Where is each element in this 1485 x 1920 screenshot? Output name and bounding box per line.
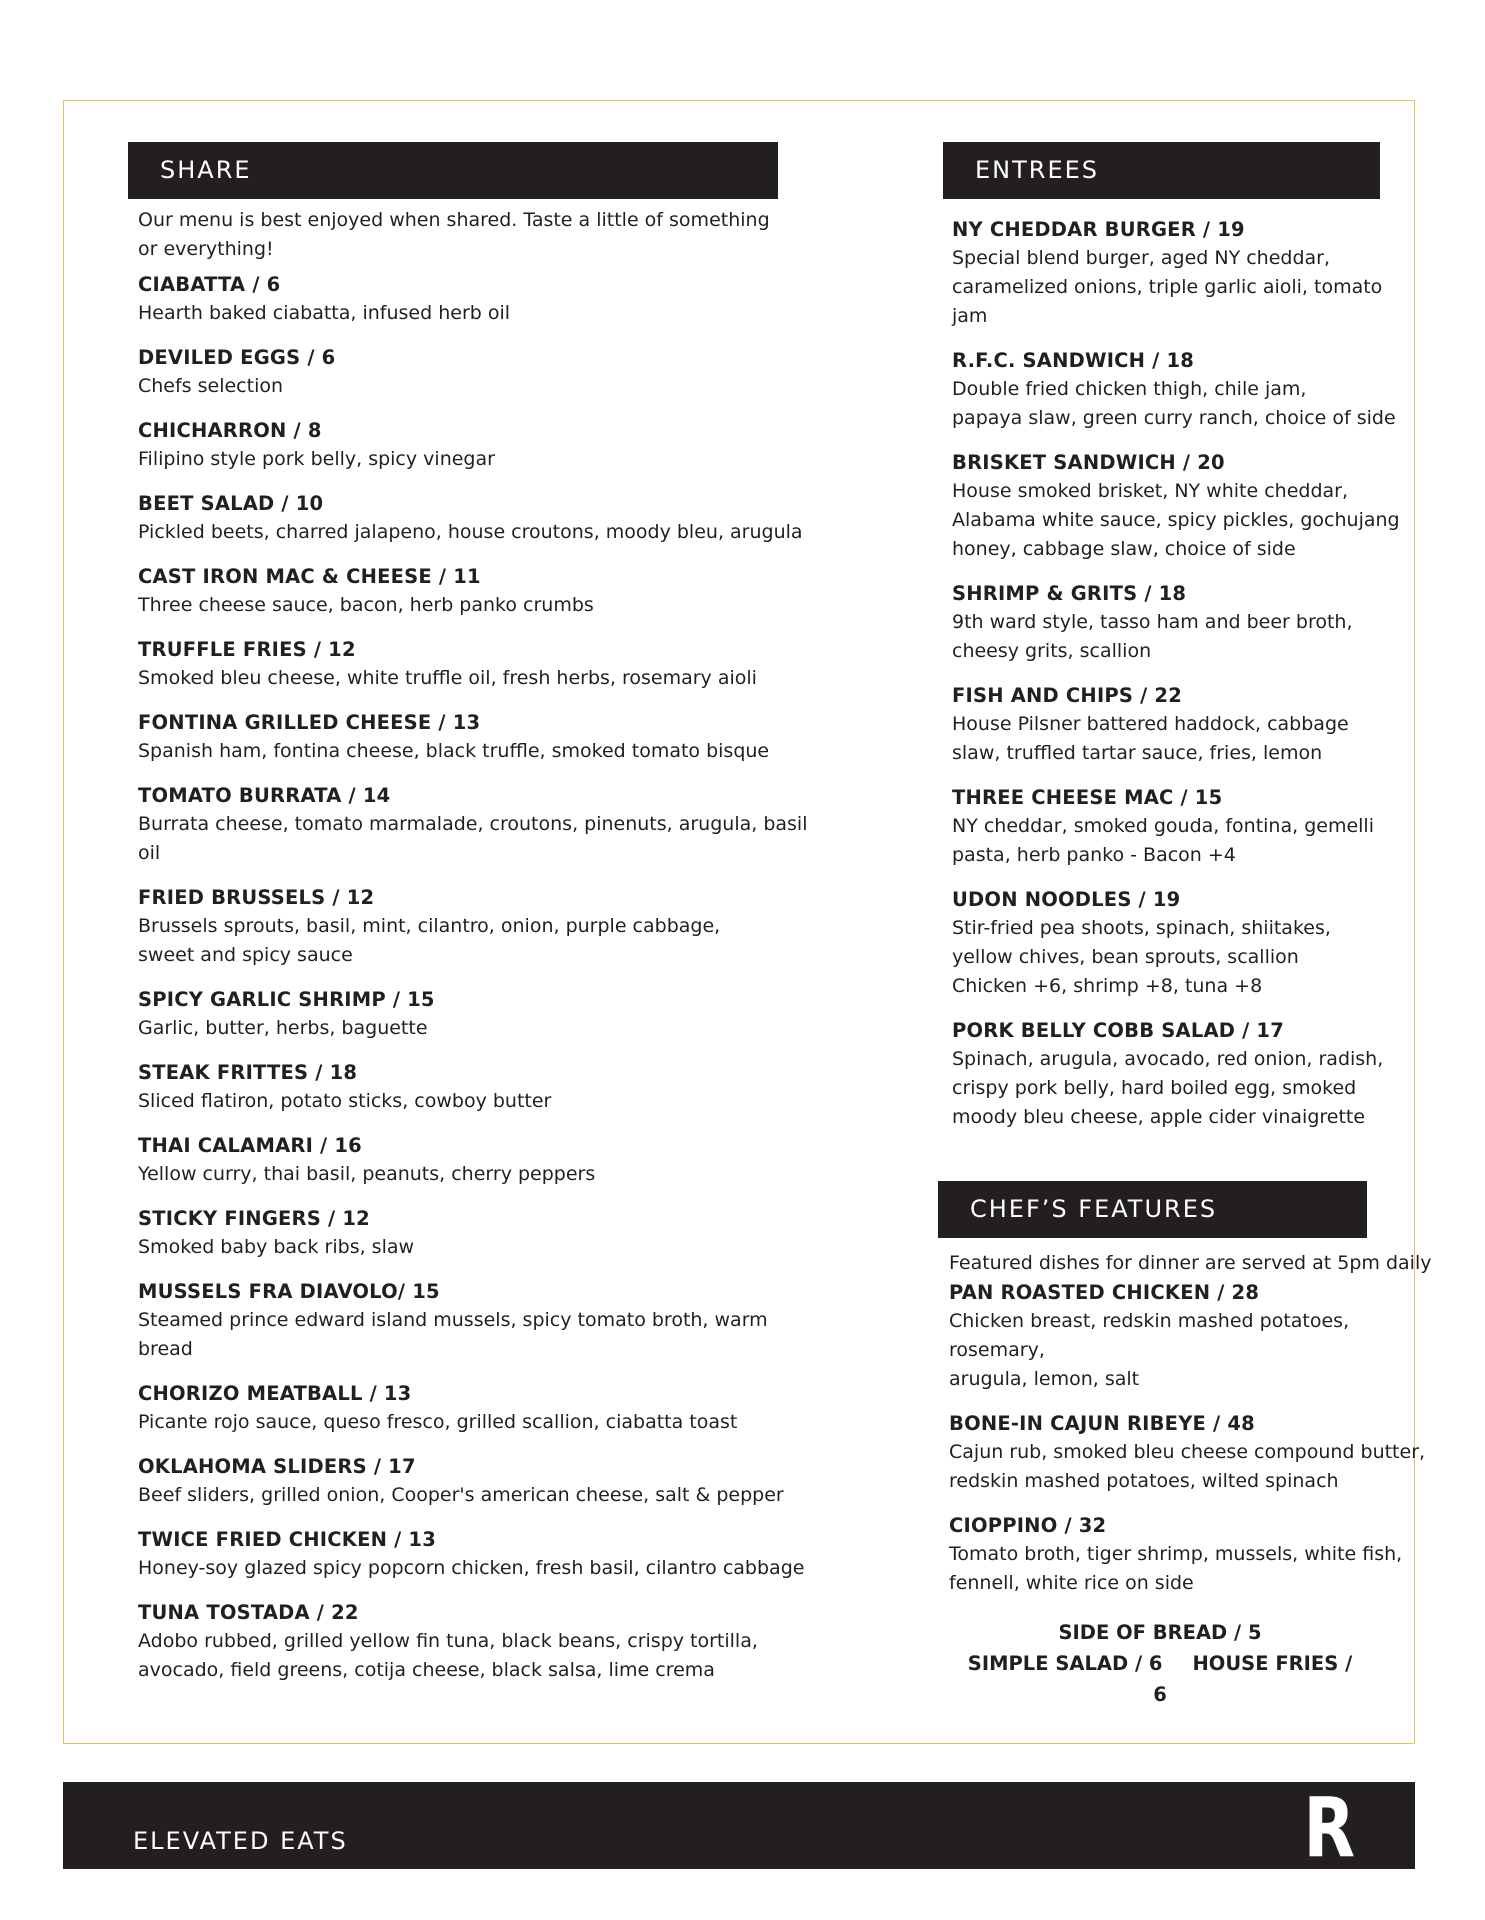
menu-item-name: CIABATTA / 6	[138, 273, 281, 296]
menu-item-name: FRIED BRUSSELS / 12	[138, 886, 375, 909]
footer-tagline: ELEVATED EATS	[133, 1827, 348, 1855]
side-bread: SIDE OF BREAD / 5	[1058, 1621, 1262, 1644]
features-column	[949, 1249, 1432, 1613]
menu-item-description: Spinach, arugula, avocado, red onion, radish, crispy pork belly, hard boiled egg, smoked moody bleu cheese, apple cider vinaigrette	[952, 1048, 1384, 1128]
side-row	[960, 1648, 1360, 1710]
menu-item	[138, 708, 818, 766]
menu-item-description: 9th ward style, tasso ham and beer broth, cheesy grits, scallion	[952, 611, 1353, 662]
menu-item-description: Smoked baby back ribs, slaw	[138, 1236, 415, 1258]
menu-item	[138, 1131, 818, 1189]
menu-item-name: TOMATO BURRATA / 14	[138, 784, 391, 807]
menu-item	[138, 489, 818, 547]
menu-item	[138, 781, 818, 868]
menu-item-name: PAN ROASTED CHICKEN / 28	[949, 1281, 1260, 1304]
menu-item-name: BONE-IN CAJUN RIBEYE / 48	[949, 1412, 1255, 1435]
menu-item-description: Adobo rubbed, grilled yellow fin tuna, black beans, crispy tortilla, avocado, field greens, cotija cheese, black salsa, lime crema	[138, 1630, 758, 1681]
menu-item-description: House smoked brisket, NY white cheddar, Alabama white sauce, spicy pickles, gochujang honey, cabbage slaw, choice of side	[952, 480, 1400, 560]
menu-item-description: Brussels sprouts, basil, mint, cilantro, onion, purple cabbage, sweet and spicy sauce	[138, 915, 721, 966]
menu-item	[952, 215, 1422, 331]
menu-item-name: BRISKET SANDWICH / 20	[952, 451, 1225, 474]
menu-item-description: Steamed prince edward island mussels, spicy tomato broth, warm bread	[138, 1309, 768, 1360]
menu-item	[138, 985, 818, 1043]
menu-item-name: CHORIZO MEATBALL / 13	[138, 1382, 412, 1405]
menu-item-name: CIOPPINO / 32	[949, 1514, 1107, 1537]
menu-item-description: Yellow curry, thai basil, peanuts, cherry peppers	[138, 1163, 596, 1185]
menu-item-name: SHRIMP & GRITS / 18	[952, 582, 1187, 605]
menu-item-description: House Pilsner battered haddock, cabbage slaw, truffled tartar sauce, fries, lemon	[952, 713, 1349, 764]
menu-item	[952, 681, 1422, 768]
menu-item-description: Picante rojo sauce, queso fresco, grilled scallion, ciabatta toast	[138, 1411, 738, 1433]
menu-item	[138, 1598, 818, 1685]
menu-item-name: MUSSELS FRA DIAVOLO/ 15	[138, 1280, 440, 1303]
menu-item-name: CAST IRON MAC & CHEESE / 11	[138, 565, 481, 588]
menu-item-description: Pickled beets, charred jalapeno, house croutons, moody bleu, arugula	[138, 521, 803, 543]
menu-item-description: Spanish ham, fontina cheese, black truffle, smoked tomato bisque	[138, 740, 770, 762]
menu-item	[952, 448, 1422, 564]
entrees-header: ENTREES	[943, 142, 1380, 199]
menu-item	[138, 270, 818, 328]
menu-item-description: Beef sliders, grilled onion, Cooper's american cheese, salt & pepper	[138, 1484, 784, 1506]
menu-item-description: Three cheese sauce, bacon, herb panko crumbs	[138, 594, 594, 616]
menu-item	[138, 416, 818, 474]
menu-item-description: Hearth baked ciabatta, infused herb oil	[138, 302, 511, 324]
menu-item-name: SPICY GARLIC SHRIMP / 15	[138, 988, 435, 1011]
menu-item	[138, 1204, 818, 1262]
footer-bar	[63, 1781, 1415, 1876]
menu-item-name: THREE CHEESE MAC / 15	[952, 786, 1223, 809]
menu-item-description: Chefs selection	[138, 375, 284, 397]
menu-item	[949, 1511, 1429, 1598]
menu-item	[952, 579, 1422, 666]
menu-item	[949, 1278, 1429, 1394]
menu-item	[952, 346, 1422, 433]
share-column	[138, 206, 818, 1700]
menu-item-name: NY CHEDDAR BURGER / 19	[952, 218, 1245, 241]
menu-item-name: CHICHARRON / 8	[138, 419, 322, 442]
features-intro: Featured dishes for dinner are served at 5pm daily	[949, 1252, 1432, 1274]
menu-item-name: STEAK FRITTES / 18	[138, 1061, 358, 1084]
menu-item	[949, 1409, 1429, 1496]
menu-item-name: STICKY FINGERS / 12	[138, 1207, 370, 1230]
menu-item-name: R.F.C. SANDWICH / 18	[952, 349, 1195, 372]
menu-item-name: DEVILED EGGS / 6	[138, 346, 336, 369]
menu-item	[138, 1058, 818, 1116]
share-items-list	[138, 270, 818, 1685]
menu-item-description: Burrata cheese, tomato marmalade, croutons, pinenuts, arugula, basil oil	[138, 813, 808, 864]
menu-item-name: TWICE FRIED CHICKEN / 13	[138, 1528, 436, 1551]
menu-item-name: TUNA TOSTADA / 22	[138, 1601, 359, 1624]
sides-block	[960, 1617, 1360, 1710]
menu-item-name: UDON NOODLES / 19	[952, 888, 1181, 911]
menu-item-description: Sliced flatiron, potato sticks, cowboy butter	[138, 1090, 552, 1112]
menu-item	[138, 1452, 818, 1510]
side-fries: HOUSE FRIES / 6	[1153, 1652, 1353, 1706]
menu-item-description: Garlic, butter, herbs, baguette	[138, 1017, 428, 1039]
menu-item	[138, 635, 818, 693]
menu-item-description: Cajun rub, smoked bleu cheese compound butter, redskin mashed potatoes, wilted spinach	[949, 1441, 1426, 1492]
share-intro: Our menu is best enjoyed when shared. Taste a little of something or everything!	[138, 209, 770, 260]
menu-item	[138, 1277, 818, 1364]
entrees-items-list	[952, 215, 1422, 1132]
menu-item-description: NY cheddar, smoked gouda, fontina, gemelli pasta, herb panko - Bacon +4	[952, 815, 1374, 866]
menu-item-name: TRUFFLE FRIES / 12	[138, 638, 356, 661]
menu-item-description: Honey-soy glazed spicy popcorn chicken, fresh basil, cilantro cabbage	[138, 1557, 805, 1579]
features-header: CHEF’S FEATURES	[938, 1181, 1367, 1238]
menu-item	[138, 1379, 818, 1437]
menu-item-description: Special blend burger, aged NY cheddar, caramelized onions, triple garlic aioli, tomato jam	[952, 247, 1383, 327]
menu-item-name: FISH AND CHIPS / 22	[952, 684, 1182, 707]
menu-item	[138, 883, 818, 970]
menu-item	[952, 783, 1422, 870]
side-salad: SIMPLE SALAD / 6	[967, 1652, 1163, 1675]
menu-item	[952, 1016, 1422, 1132]
brand-logo: R	[1303, 1781, 1355, 1876]
menu-item	[138, 1525, 818, 1583]
menu-item	[952, 885, 1422, 1001]
features-items-list	[949, 1278, 1429, 1598]
menu-item-description: Smoked bleu cheese, white truffle oil, fresh herbs, rosemary aioli	[138, 667, 757, 689]
menu-item-description: Double fried chicken thigh, chile jam, papaya slaw, green curry ranch, choice of side	[952, 378, 1396, 429]
menu-item-name: OKLAHOMA SLIDERS / 17	[138, 1455, 416, 1478]
menu-item	[138, 343, 818, 401]
menu-item-description: Tomato broth, tiger shrimp, mussels, white fish, fennell, white rice on side	[949, 1543, 1403, 1594]
menu-item-description: Chicken breast, redskin mashed potatoes, rosemary, arugula, lemon, salt	[949, 1310, 1350, 1390]
menu-item-name: THAI CALAMARI / 16	[138, 1134, 362, 1157]
menu-item-name: PORK BELLY COBB SALAD / 17	[952, 1019, 1284, 1042]
share-header: SHARE	[128, 142, 778, 199]
menu-item-name: FONTINA GRILLED CHEESE / 13	[138, 711, 481, 734]
menu-item-description: Filipino style pork belly, spicy vinegar	[138, 448, 495, 470]
menu-item-name: BEET SALAD / 10	[138, 492, 324, 515]
menu-item	[138, 562, 818, 620]
entrees-column	[952, 215, 1422, 1147]
menu-item-description: Stir-fried pea shoots, spinach, shiitakes, yellow chives, bean sprouts, scallion Chicken +6, shrimp +8, tuna +8	[952, 917, 1331, 997]
